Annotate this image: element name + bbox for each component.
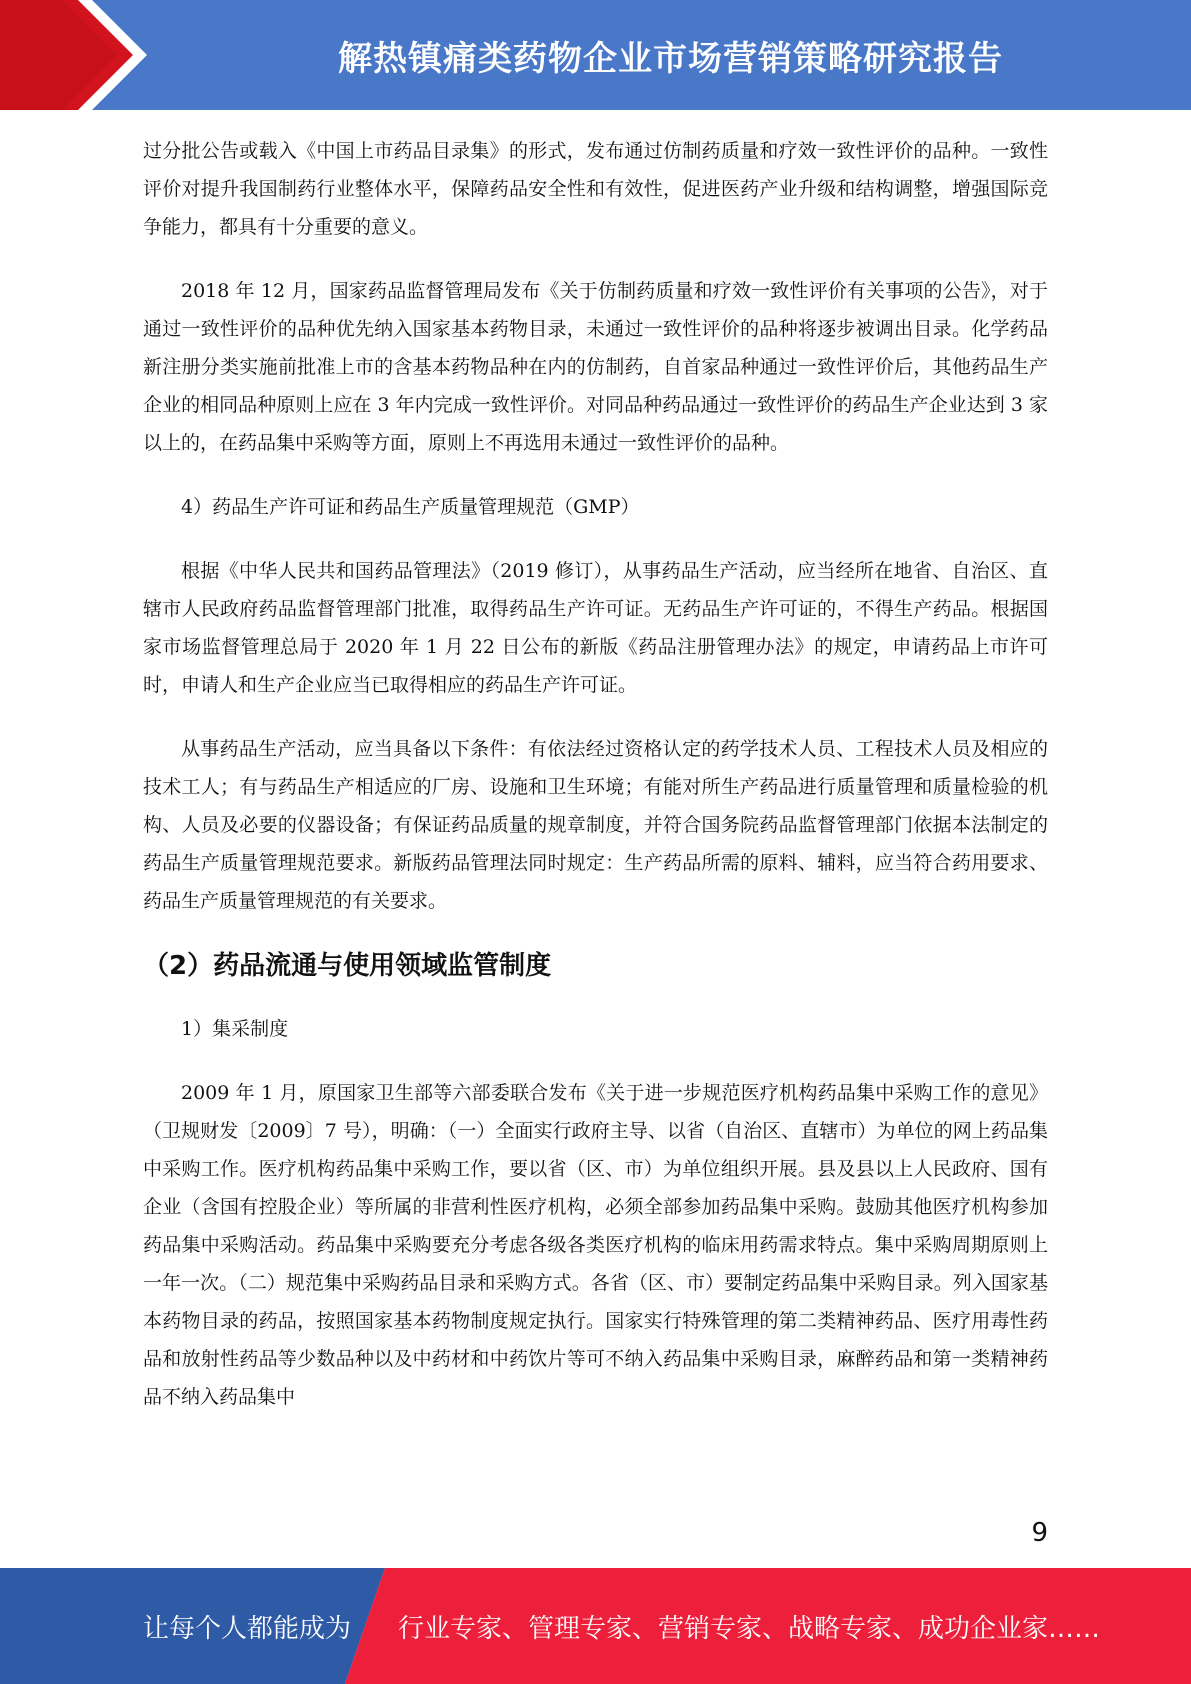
paragraph-2009-procurement: 2009 年 1 月，原国家卫生部等六部委联合发布《关于进一步规范医疗机构药品集中采购工作的意见》（卫规财发〔2009〕7 号），明确：（一）全面实行政府主导、以省（自治区、直辖市）为单位的网上药品集中采购工作。医疗机构药品集中采购工作，要以省（区、市）为单位组织开展。县及县以上人民政府、国有企业（含国有控股企业）等所属的非营利性医疗机构，必须全部参加药品集中采购。鼓励其他医疗机构参加药品集中采购活动。药品集中采购要充分考虑各级各类医疗机构的临床用药需求特点。集中采购周期原则上一年一次。（二）规范集中采购药品目录和采购方式。各省（区、市）要制定药品集中采购目录。列入国家基本药物目录的药品，按照国家基本药物制度规定执行。国家实行特殊管理的第二类精神药品、医疗用毒性药品和放射性药品等少数品种以及中药材和中药饮片等可不纳入药品集中采购目录，麻醉药品和第一类精神药品不纳入药品集中 [143, 1082, 1048, 1408]
paragraph-drug-administration-law: 根据《中华人民共和国药品管理法》（2019 修订），从事药品生产活动，应当经所在地省、自治区、直辖市人民政府药品监督管理部门批准，取得药品生产许可证。无药品生产许可证的，不得生产药品。根据国家市场监督管理总局于 2020 年 1 月 22 日公布的新版《药品注册管理办法》的规定，申请药品上市许可时，申请人和生产企业应当已取得相应的药品生产许可证。 [143, 560, 1048, 696]
paragraph-2018-announcement: 2018 年 12 月，国家药品监督管理局发布《关于仿制药质量和疗效一致性评价有关事项的公告》，对于通过一致性评价的品种优先纳入国家基本药物目录，未通过一致性评价的品种将逐步被调出目录。化学药品新注册分类实施前批准上市的含基本药物品种在内的仿制药，自首家品种通过一致性评价后，其他药品生产企业的相同品种原则上应在 3 年内完成一致性评价。对同品种药品通过一致性评价的药品生产企业达到 3 家以上的，在药品集中采购等方面，原则上不再选用未通过一致性评价的品种。 [143, 280, 1048, 454]
footer-slogan-left: 让每个人都能成为 [143, 1613, 352, 1644]
page-content [143, 132, 1048, 1442]
footer-slogan-right: 行业专家、管理专家、营销专家、战略专家、成功企业家…… [398, 1613, 1101, 1644]
paragraph-consistency-evaluation: 过分批公告或载入《中国上市药品目录集》的形式，发布通过仿制药质量和疗效一致性评价的品种。一致性评价对提升我国制药行业整体水平，保障药品安全性和有效性，促进医药产业升级和结构调整，增强国际竞争能力，都具有十分重要的意义。 [143, 140, 1048, 238]
header-arrow-decoration [0, 0, 150, 110]
report-title: 解热镇痛类药物企业市场营销策略研究报告 [338, 38, 1003, 79]
subsection-heading-gmp: 4）药品生产许可证和药品生产质量管理规范（GMP） [181, 496, 640, 518]
page-footer [0, 1568, 1191, 1684]
page-header [0, 0, 1191, 110]
page-number: 9 [1031, 1518, 1048, 1548]
paragraph-production-conditions: 从事药品生产活动，应当具备以下条件：有依法经过资格认定的药学技术人员、工程技术人员及相应的技术工人；有与药品生产相适应的厂房、设施和卫生环境；有能对所生产药品进行质量管理和质量检验的机构、人员及必要的仪器设备；有保证药品质量的规章制度，并符合国务院药品监督管理部门依据本法制定的药品生产质量管理规范要求。新版药品管理法同时规定：生产药品所需的原料、辅料，应当符合药用要求、药品生产质量管理规范的有关要求。 [143, 738, 1048, 912]
section-heading-circulation: （2）药品流通与使用领域监管制度 [143, 951, 552, 981]
subsection-heading-procurement: 1）集采制度 [181, 1018, 289, 1040]
